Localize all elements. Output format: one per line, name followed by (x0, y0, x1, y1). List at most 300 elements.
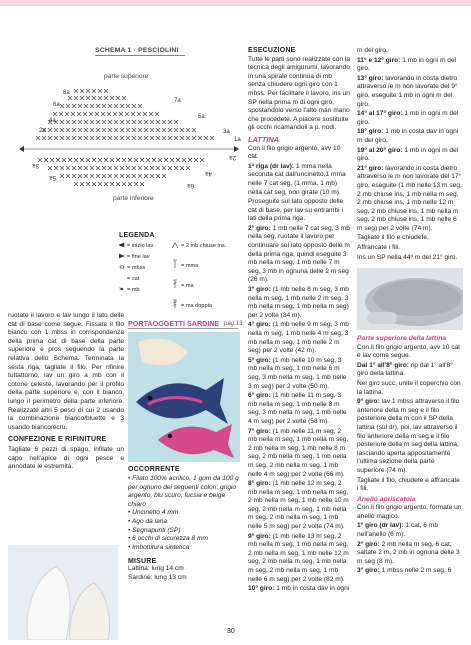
tin-illustration (357, 268, 463, 330)
stitch-mark (198, 136, 202, 140)
stitch-mark (158, 158, 162, 162)
stitch-mark (66, 120, 70, 124)
stitch-mark (78, 128, 82, 132)
stitch-mark (192, 136, 196, 140)
row-instruction: 18° giro: 1 mb in costa dav in ogni m del giro. (357, 128, 459, 144)
legend-symbols (119, 242, 239, 312)
stitch-mark (66, 136, 70, 140)
stitch-mark (126, 128, 130, 132)
stitch-mark (44, 158, 48, 162)
stitch-mark (72, 120, 76, 124)
stitch-mark (38, 158, 42, 162)
confezione-text: Tagliate 6 pezzi di spago, infilate un capo nell'apice di ogni pesce e annodate le estremità. (8, 445, 124, 471)
stitch-mark (150, 136, 154, 140)
schema-title: SCHEMA 1 - PESCIOLINI (95, 47, 179, 54)
stitch-mark (96, 104, 100, 108)
svg-text:6a: 6a (53, 102, 60, 108)
stitch-mark (146, 158, 150, 162)
stitch-mark (155, 112, 159, 116)
lattina-heading: LATTINA (248, 134, 280, 144)
legend-item-ma-doppia: = ma doppia (181, 303, 212, 309)
row-instruction: Dal 1° all'8° giro: rip dal 1° all'8° giro della lattina. (357, 361, 453, 378)
row-instruction: Nel giro succ, unite il coperchio con la lattina. (357, 379, 461, 396)
stitch-mark (96, 128, 100, 132)
stitch-mark (102, 174, 106, 178)
stitch-mark (62, 158, 66, 162)
stitch-mark (48, 136, 52, 140)
stitch-mark (84, 128, 88, 132)
stitch-mark (138, 120, 142, 124)
stitch-mark (72, 136, 76, 140)
stitch-mark (170, 158, 174, 162)
stitch-mark (56, 158, 60, 162)
photo-tin (357, 268, 463, 330)
stitch-mark (168, 120, 172, 124)
stitch-mark (120, 136, 124, 140)
stitch-mark (92, 182, 96, 186)
stitch-mark (42, 136, 46, 140)
stitch-mark (138, 166, 142, 170)
stitch-mark (108, 120, 112, 124)
stitch-mark (96, 174, 100, 178)
column-4 (357, 47, 463, 263)
stitch-mark (144, 120, 148, 124)
stitch-mark (78, 174, 82, 178)
legend-item-start: = inizio lav (127, 243, 154, 249)
stitch-mark (144, 166, 148, 170)
stitch-mark (98, 182, 102, 186)
stitch-mark (162, 166, 166, 170)
stitch-mark (102, 128, 106, 132)
anello-heading: Anello apriscatola (357, 495, 416, 503)
svg-text:3a: 3a (223, 129, 230, 135)
stitch-mark (143, 112, 147, 116)
stitch-mark (90, 128, 94, 132)
stitch-mark (96, 120, 100, 124)
stitch-mark (162, 120, 166, 124)
stitch-mark (110, 182, 114, 186)
row-instruction: 11° e 12° giro: 1 mb in ogni m del giro. (357, 56, 457, 73)
legend-item-mma: = mma (181, 263, 199, 269)
stitch-mark (144, 136, 148, 140)
misure-lattina: Lattina: lung 14 cm (128, 565, 184, 573)
stitch-mark (186, 128, 190, 132)
svg-text:1a: 1a (234, 137, 241, 143)
stitch-mark (137, 112, 141, 116)
row-instruction: 1° giro (dr lav): 1 cat, 6 mb nell'anello (6 m). (357, 522, 439, 539)
left-column (8, 312, 124, 473)
stitch-mark (60, 104, 64, 108)
stitch-mark (80, 182, 84, 186)
stitch-mark (84, 166, 88, 170)
stitch-mark (180, 128, 184, 132)
stitch-mark (86, 96, 90, 100)
row-instruction: Tagliate il filo, chiudete e affrancate i fili. (357, 476, 460, 493)
row-instruction: 3° giro: 1 mbss nelle 2 m seg, 6 (357, 567, 452, 575)
stitch-mark (66, 166, 70, 170)
stitch-mark (132, 136, 136, 140)
stitch-mark (128, 158, 132, 162)
row-instruction: 1ª riga (dr lav): 1 mma nella seconda cat dall'uncinetto,1 mma nelle 7 cat seg, (1 mma, 1 mb) nella cat seg, non girate (10 m). (248, 162, 346, 196)
occorrente-item: • 6 occhi di sicurezza 8 mm (128, 535, 208, 543)
stitch-mark (140, 182, 144, 186)
stitch-mark (96, 136, 100, 140)
occorrente-item: • Segnapunti (SP) (128, 526, 181, 534)
stitch-mark (92, 89, 96, 93)
stitch-mark (74, 96, 78, 100)
svg-text:×: × (119, 287, 123, 293)
legend-box (119, 242, 239, 312)
row-instruction: 6° giro: (1 mb nelle 11 m seg, 3 mb nella m seg, 1 mb nelle 8 m seg, 3 mb nella m seg, 1 mb nelle 4 m seg) per 2 volte (58 m). (248, 392, 347, 425)
stitch-mark (126, 120, 130, 124)
stitch-mark (86, 158, 90, 162)
stitch-mark (68, 158, 72, 162)
stitch-mark (48, 128, 52, 132)
stitch-mark (102, 166, 106, 170)
stitch-mark (60, 136, 64, 140)
stitch-mark (114, 120, 118, 124)
svg-text:5a: 5a (49, 174, 56, 180)
stitch-mark (66, 128, 70, 132)
stitch-mark (186, 136, 190, 140)
stitch-mark (176, 158, 180, 162)
stitch-mark (90, 136, 94, 140)
stitch-mark (65, 112, 69, 116)
occorrente-item: • Filato 100% acrilico, 1 gom da 100 g per ognuno dei seguenti colori: grigio argento, blu scuro, fucsia e beige chiaro (128, 475, 239, 508)
row-instruction: Affrancate i fili. (357, 244, 401, 252)
stitch-mark (132, 174, 136, 178)
row-instruction: 9° giro: (1 mb nelle 13 m seg, 2 mb nella m seg, 1 mb nella m seg, 2 mb nella m seg, 1 mb nelle 12 m seg, 2 mb nella m seg, 1 mb nella m seg, 2 mb nella m seg, 1 mb nelle 6 m seg) per 2 volte (82 m). (248, 532, 349, 583)
row-instruction: 3° giro: (1 mb nelle 8 m seg, 3 mb nella m seg, 1 mb nelle 2 m seg, 3 mb nella m seg, 1 mb nella m seg) per 2 volte (34 m). (248, 286, 349, 319)
stitch-mark (116, 182, 120, 186)
stitch-mark (204, 136, 208, 140)
stitch-mark (74, 158, 78, 162)
confezione-heading: CONFEZIONE E RIFINITURE (8, 436, 107, 444)
row-instruction: Proseguite sul lato opposto delle cat di base, per lav su entrambi i lati della prima riga. (248, 198, 344, 223)
stitch-mark (114, 104, 118, 108)
stitch-mark (114, 136, 118, 140)
esecuzione-heading: ESECUZIONE (248, 47, 296, 54)
svg-text:4a: 4a (205, 170, 212, 176)
row-instruction: Tagliate il filo e chiudete. (357, 234, 429, 242)
stitch-mark (74, 89, 78, 93)
row-instruction: Con il filo grigio argento, formate un anello magico. (357, 504, 462, 520)
stitch-mark (68, 96, 72, 100)
stitch-mark (114, 166, 118, 170)
stitch-mark (102, 136, 106, 140)
stitch-mark (122, 158, 126, 162)
chart-bottom-label: parte inferiore (113, 195, 154, 202)
stitch-mark (144, 174, 148, 178)
occorrente-item: • Imbottitura sintetica (128, 543, 190, 551)
stitch-mark (152, 158, 156, 162)
stitch-mark (90, 120, 94, 124)
stitch-mark (108, 104, 112, 108)
stitch-mark (114, 128, 118, 132)
stitch-mark (72, 104, 76, 108)
stitch-mark (72, 174, 76, 178)
stitch-mark (66, 104, 70, 108)
stitch-mark (98, 158, 102, 162)
stitch-mark (110, 96, 114, 100)
stitch-mark (116, 158, 120, 162)
stitch-mark (92, 96, 96, 100)
stitch-mark (156, 174, 160, 178)
stitch-mark (188, 158, 192, 162)
row-instruction: 13° giro: lavorando in costa dietro attraverso le m non lavorate del 9° giro, eseguite 1 mb in ogni m del giro. (357, 74, 458, 108)
stitch-mark (96, 166, 100, 170)
stitch-mark (78, 120, 82, 124)
stitch-mark (128, 182, 132, 186)
stitch-mark (113, 112, 117, 116)
stitch-mark (180, 166, 184, 170)
row-instruction: 4° giro: (1 mb nelle 9 m seg, 3 mb nella m seg, 1 mb nelle 4 m seg, 3 mb nella m seg, 1 mb nelle 2 m seg) per 2 volte (42 m). (248, 321, 349, 355)
stitch-mark (150, 128, 154, 132)
stitch-mark (162, 136, 166, 140)
stitch-mark (122, 182, 126, 186)
stitch-mark (95, 112, 99, 116)
stitch-mark (108, 174, 112, 178)
row-instruction: 2° giro: 1 mb nelle 7 cat seg, 3 mb nella seg, ruotate il lavoro per continuare sul lato opposto delle m della prima riga, quindi eseguite 3 mb nella m seg, 1 mb nelle 7 m seg, 3 mb in ognuna delle 2 m seg (26 m). (248, 224, 350, 284)
stitch-mark (86, 89, 90, 93)
stitch-mark (174, 166, 178, 170)
misure-heading: MISURE (128, 558, 157, 566)
stitch-mark (110, 158, 114, 162)
stitch-mark (156, 128, 160, 132)
stitch-mark (138, 174, 142, 178)
stitch-mark (78, 136, 82, 140)
stitch-mark (98, 96, 102, 100)
stitch-mark (162, 128, 166, 132)
legend-item-ma: = ma (181, 283, 194, 289)
svg-text:5a: 5a (198, 114, 205, 120)
stitch-mark (134, 158, 138, 162)
stitch-mark (108, 166, 112, 170)
stitch-mark (120, 166, 124, 170)
stitch-mark (120, 128, 124, 132)
stitch-mark (149, 112, 153, 116)
stitch-mark (80, 96, 84, 100)
stitch-mark (138, 136, 142, 140)
column-4-lower (357, 335, 463, 577)
stitch-mark (92, 158, 96, 162)
stitch-mark (116, 96, 120, 100)
stitch-mark (60, 128, 64, 132)
top-color-bar (0, 0, 471, 6)
stitch-mark (131, 112, 135, 116)
stitch-mark (150, 174, 154, 178)
stitch-mark (194, 158, 198, 162)
occorrente-heading: OCCORRENTE (128, 466, 180, 473)
row-instruction: Ins un SP nella 44ª m del 21° giro. (357, 253, 458, 261)
stitch-mark (104, 158, 108, 162)
photo-sardines (128, 332, 240, 462)
stitch-mark (86, 182, 90, 186)
svg-text:8a: 8a (63, 90, 70, 96)
stitch-mark (174, 128, 178, 132)
stitch-mark (150, 166, 154, 170)
stitch-mark (168, 166, 172, 170)
stitch-mark (132, 166, 136, 170)
stitch-mark (78, 166, 82, 170)
stitch-mark (150, 120, 154, 124)
stitch-mark (60, 174, 64, 178)
stitch-mark (200, 158, 204, 162)
stitch-mark (119, 112, 123, 116)
stitch-mark (140, 158, 144, 162)
stitch-mark (156, 166, 160, 170)
stitch-mark (162, 174, 166, 178)
stitch-mark (186, 166, 190, 170)
stitch-mark (120, 174, 124, 178)
lattina-intro: Con il filo grigio argento, avv 10 cat. (248, 144, 341, 161)
stitch-mark (156, 136, 160, 140)
chart-top-label: parte superiore (104, 73, 149, 80)
stitch-mark (164, 158, 168, 162)
stitch-mark (54, 136, 58, 140)
stitch-mark (182, 158, 186, 162)
stitch-mark (71, 112, 75, 116)
svg-text:3a: 3a (32, 162, 39, 168)
stitch-mark (126, 136, 130, 140)
parte-superiore-heading: Parte superiore della lattina (357, 335, 447, 342)
stitch-mark (89, 112, 93, 116)
stitch-mark (90, 166, 94, 170)
stitch-mark (134, 182, 138, 186)
stitch-mark (126, 166, 130, 170)
stitch-mark (54, 166, 58, 170)
portaoggetti-rule (128, 328, 238, 329)
stitch-mark (107, 112, 111, 116)
stitch-mark (80, 158, 84, 162)
stitch-mark (59, 112, 63, 116)
stitch-mark (120, 104, 124, 108)
stitch-mark (138, 128, 142, 132)
legend-item-mbss: = mbss (127, 265, 146, 271)
fish-illustration-white (8, 545, 118, 640)
stitch-mark (54, 128, 58, 132)
stitch-mark (174, 120, 178, 124)
svg-text:4a: 4a (49, 118, 56, 124)
stitch-mark (48, 166, 52, 170)
stitch-mark (132, 120, 136, 124)
stitch-mark (84, 104, 88, 108)
portaoggetti-page-ref: pag.13 (224, 321, 243, 327)
stitch-mark (114, 174, 118, 178)
occorrente-item: • Uncinetto 4 mm (128, 509, 179, 517)
row-instruction: 19° al 20° giro: 1 mb in ogni m del giro. (357, 146, 459, 163)
row-instruction: 8° giro: (1 mb nelle 12 m seg, 2 mb nella m seg, 1 mb nella m seg, 2 mb nella m seg, 1 mb nelle 10 m seg, 2 mb nella m seg, 1 mb nella m seg, 2 mb nella m seg, 1 mb nelle 5 m seg) per 2 volte (74 m). (248, 480, 349, 531)
esecuzione-text: Tutte le parti sono realizzate con la tecnica degli amigurumi, lavorando in una spirale continua di mb senza chiudere ogni giro con 1 mbss. Per facilitare il lavoro, ins un SP nella prima m di ogni giro, spostandolo verso l'alto man mano che procedete. A piacere sostituite gli occhi ricamandoli a p. nodi. (248, 55, 351, 132)
legend-item-cat: = cat (127, 276, 140, 282)
row-instruction: 14° al 17° giro: 1 mb in ogni m del giro. (357, 110, 459, 126)
row-instruction: 21° giro: lavorando in costa dietro attraverso le m non lavorate del 17° giro, eseguite (1 mb nelle 13 m seg, 2 mb chiuse ins, 1 mb nella m seg, 2 mb chiuse ins, 1 mb nelle 12 m seg, 2 mb chiuse ins, 1 mb nella m seg, 2 mb chiuse ins, 1 mb nelle 6 m seg) per 2 volte (74 m). (357, 164, 462, 232)
stitch-mark (74, 182, 78, 186)
occorrente-item: • Ago da lana (128, 517, 168, 525)
misure-sardine: Sardine: lung 13 cm (128, 573, 187, 581)
occorrente-section (128, 466, 240, 583)
stitch-mark (144, 128, 148, 132)
stitch-mark (108, 128, 112, 132)
stitch-mark (77, 112, 81, 116)
legend-item-2mb: = 2 mb chiuse ins. (181, 243, 227, 249)
stitch-mark (84, 136, 88, 140)
stitch-mark (168, 136, 172, 140)
stitch-mark (174, 136, 178, 140)
stitch-mark (36, 136, 40, 140)
svg-text:7a: 7a (174, 98, 181, 104)
legend-title: LEGENDA (119, 232, 155, 239)
stitch-mark (50, 158, 54, 162)
stitch-mark (156, 120, 160, 124)
stitch-mark (132, 104, 136, 108)
stitch-mark (90, 174, 94, 178)
sardine-illustration (128, 332, 240, 462)
row-instruction: 7° giro: (1 mb nelle 11 m seg, 2 mb nella m seg, 1 mb nella m seg, 2 mb nella m seg, 1 mb nelle 8 m seg, 2 mb nella m seg, 1 mb nella m seg, 2 mb nella m seg, 1 mb nelle 4 m seg) per 2 volte (66 m). (248, 427, 349, 478)
row-instruction: Con il filo grigio argento, avv 10 cat e lav come segue. (357, 343, 460, 360)
svg-text:2a: 2a (39, 128, 46, 134)
row-instruction: 5° giro: (1 mb nelle 10 m seg, 3 mb nella m seg, 1 mb nelle 6 m seg, 3 mb nella m seg, 1 mb nelle 3 m seg) per 2 volte (50 m). (248, 356, 347, 390)
svg-text:6a: 6a (187, 182, 194, 188)
stitch-mark (101, 112, 105, 116)
stitch-mark (80, 89, 84, 93)
stitch-mark (120, 120, 124, 124)
stitch-mark (102, 104, 106, 108)
stitch-mark (108, 136, 112, 140)
left-body-text: ruotate il lavoro e lav lungo il lato delle cat di base come segue. Fissate il filo bianco con 1 mbss in corrispondenza della prima cat di base della parte superiore e pros seguendo la parte relativa dello Schema. Terminata la sesta riga, tagliate il filo. Per rifinire tuttattorno, lav un giro a mb con il cotone celeste, lavorando per il profilo della parte superiore e, con il bianco, lungo il perimetro della parte inferiore. Realizzate altri 5 pesci di cui 2 usando la combinazione bianco/bluette e 3 usando bianco/écru. (8, 312, 124, 431)
stitch-mark (98, 89, 102, 93)
stitch-mark (125, 112, 129, 116)
stitch-mark (84, 120, 88, 124)
row-instruction: 2° giro: 2 mb nella m seg, 6 cat, saltate 2 m, 2 mb in ognuna delle 3 m seg (8 m). (357, 540, 460, 565)
stitch-mark (132, 128, 136, 132)
stitch-mark (104, 89, 108, 93)
stitch-mark (72, 128, 76, 132)
stitch-mark (168, 128, 172, 132)
row-instruction: 9° giro: lav 1 mbss attraverso il filo anteriore della m seg e il filo posteriore della m con il SP della lattina (sul dr), poi, lav attraverso il filo anteriore della m seg e il filo posteriore della m seg della lattina, lasciando aperta appositamente l'ultima sezione della parte superiore (74 m). (357, 398, 460, 474)
page-number: 30 (227, 628, 235, 635)
portaoggetti-title: PORTAOGGETTI SARDINE (128, 319, 220, 328)
stitch-mark (192, 128, 196, 132)
stitch-mark (122, 96, 126, 100)
row-instruction: 10° giro: 1 mb in costa dav in ogni (248, 585, 350, 593)
column-3 (248, 47, 350, 595)
stitch-mark (83, 112, 87, 116)
stitch-mark (126, 174, 130, 178)
stitch-mark (104, 182, 108, 186)
stitch-mark (66, 174, 70, 178)
row-instruction: m del giro. (357, 47, 388, 54)
stitch-mark (60, 166, 64, 170)
schema-title-rule (95, 55, 185, 56)
stitch-mark (126, 104, 130, 108)
stitch-mark (84, 174, 88, 178)
stitch-mark (90, 104, 94, 108)
stitch-mark (72, 166, 76, 170)
stitch-mark (180, 136, 184, 140)
legend-item-mb: = mb (127, 287, 140, 293)
stitch-mark (210, 136, 214, 140)
svg-text:2a: 2a (229, 154, 236, 160)
photo-white-fish (8, 545, 118, 640)
stitch-mark (138, 104, 142, 108)
legend-item-end: = fine lav (127, 254, 150, 260)
stitch-mark (78, 104, 82, 108)
stitch-mark (104, 96, 108, 100)
stitch-mark (53, 112, 57, 116)
occorrente-list (128, 475, 240, 552)
stitch-mark (102, 120, 106, 124)
